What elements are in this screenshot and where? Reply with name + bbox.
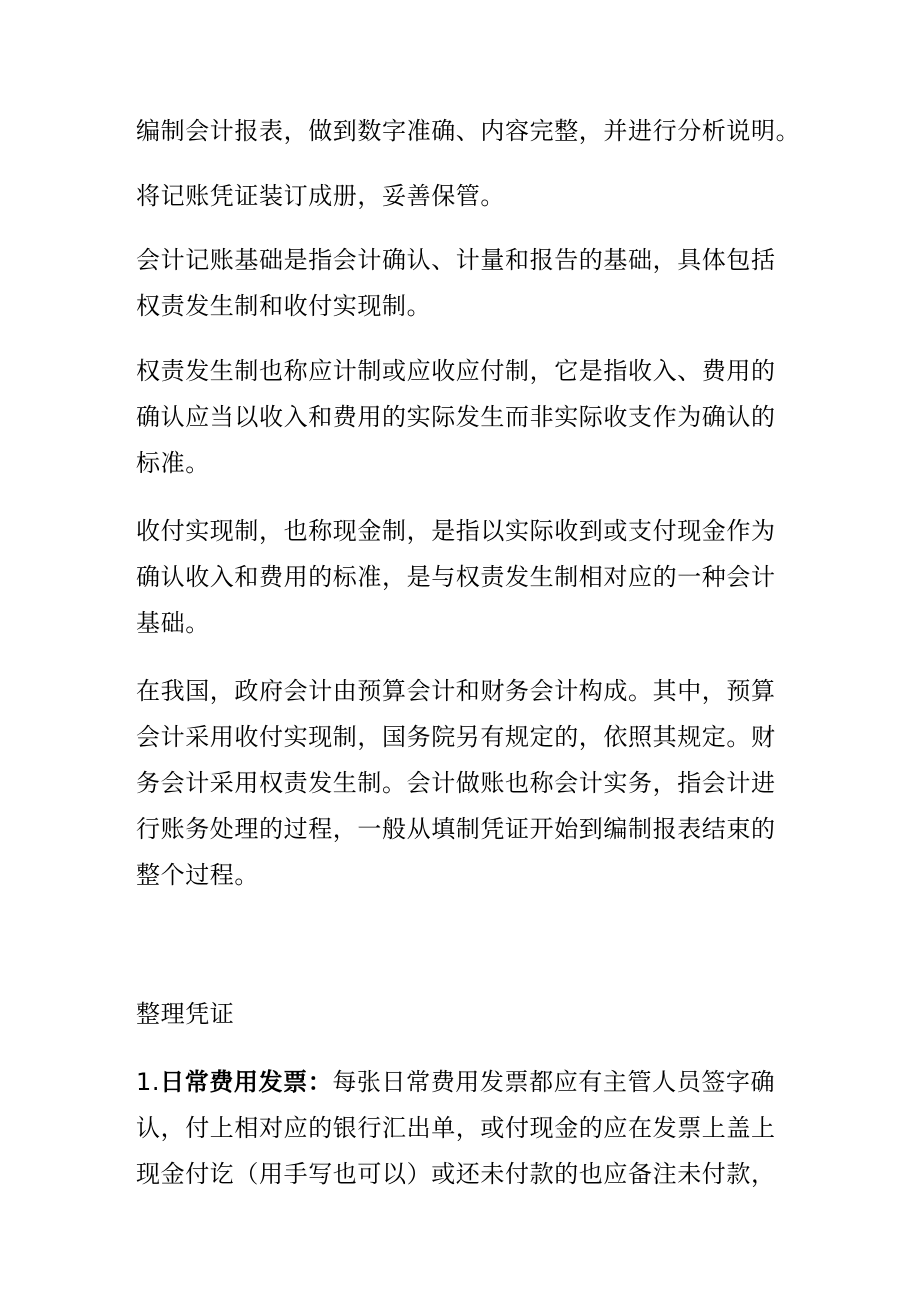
text-line: 确认收入和费用的标准，是与权责发生制相对应的一种会计 [136, 563, 776, 591]
text-line: 现金付讫（用手写也可以）或还未付款的也应备注未付款， [136, 1160, 776, 1188]
text-line: 权责发生制和收付实现制。 [136, 292, 432, 320]
text-line: 收付实现制，也称现金制，是指以实际收到或支付现金作为 [136, 517, 776, 545]
item-bold-label: 日常费用发票： [160, 1068, 333, 1096]
item-text: 每张日常费用发票都应有主管人员签字确 [332, 1068, 776, 1096]
paragraph-6 [136, 668, 796, 898]
text-line: 权责发生制也称应计制或应收应付制，它是指收入、费用的 [136, 357, 776, 385]
text-line: 将记账凭证装订成册，妥善保管。 [136, 182, 505, 210]
text-line: 整个过程。 [136, 861, 259, 889]
text-line: 确认应当以收入和费用的实际发生而非实际收支作为确认的 [136, 403, 776, 431]
list-item-1 [136, 1059, 796, 1197]
section-heading: 整理凭证 [136, 1000, 235, 1028]
text-line: 会计记账基础是指会计确认、计量和报告的基础，具体包括 [136, 246, 776, 274]
paragraph-3 [136, 237, 796, 329]
text-line: 务会计采用权责发生制。会计做账也称会计实务，指会计进 [136, 769, 776, 797]
text-line: 编制会计报表，做到数字准确、内容完整，并进行分析说明。 [136, 117, 801, 145]
text-line: 标准。 [136, 449, 210, 477]
paragraph-2 [136, 173, 796, 219]
paragraph-4 [136, 348, 796, 486]
item-number: 1. [136, 1068, 161, 1096]
paragraph-5 [136, 508, 796, 646]
text-line [136, 1059, 796, 1105]
text-line: 在我国，政府会计由预算会计和财务会计构成。其中，预算 [136, 677, 776, 705]
paragraph-1 [136, 108, 801, 154]
text-line: 行账务处理的过程，一般从填制凭证开始到编制报表结束的 [136, 815, 776, 843]
text-line: 基础。 [136, 609, 210, 637]
text-line: 会计采用收付实现制，国务院另有规定的，依照其规定。财 [136, 723, 776, 751]
text-line: 认，付上相对应的银行汇出单，或付现金的应在发票上盖上 [136, 1114, 776, 1142]
